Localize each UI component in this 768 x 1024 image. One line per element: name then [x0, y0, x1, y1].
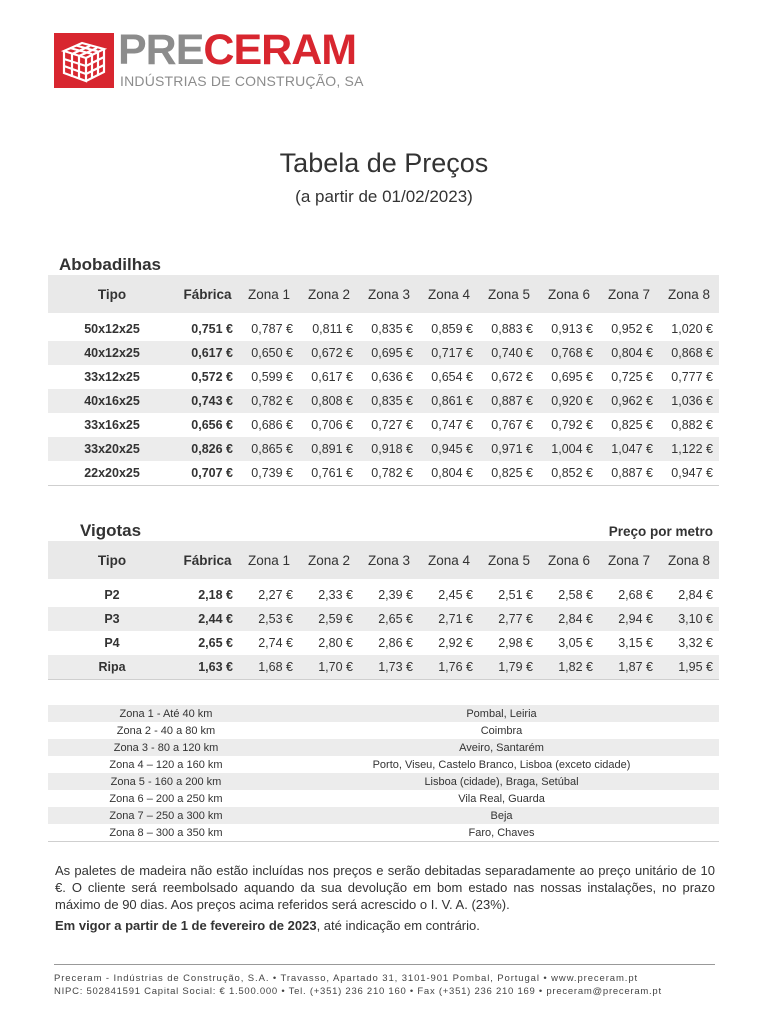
column-header: Zona 5 — [479, 541, 539, 579]
preceram-logo — [54, 26, 364, 93]
zone-price-cell: 2,51 € — [498, 588, 533, 602]
zone-price-cell: 0,887 € — [611, 466, 653, 480]
zone-price-cell: 0,865 € — [239, 437, 299, 461]
table-row — [48, 583, 719, 607]
zone-price-cell: 1,68 € — [239, 655, 299, 680]
zone-price-cell: 2,58 € — [558, 588, 593, 602]
table-row — [48, 389, 719, 413]
column-header: Zona 6 — [539, 541, 599, 579]
abobadilhas-price-table — [48, 275, 719, 486]
zone-price-cell: 1,82 € — [539, 655, 599, 680]
zone-price-cell: 2,65 € — [359, 607, 419, 631]
zone-row — [48, 756, 719, 773]
factory-price-cell: 1,63 € — [176, 655, 239, 680]
factory-price-cell: 0,572 € — [191, 370, 233, 384]
zone-price-cell: 0,767 € — [491, 418, 533, 432]
zone-price-cell: 2,74 € — [258, 636, 293, 650]
zone-price-cell: 0,650 € — [239, 341, 299, 365]
factory-price-cell: 0,707 € — [191, 466, 233, 480]
product-type-cell: 50x12x25 — [84, 322, 140, 336]
zone-price-cell: 0,761 € — [311, 466, 353, 480]
product-type-cell: 33x20x25 — [48, 437, 176, 461]
zone-price-cell: 0,804 € — [599, 341, 659, 365]
column-header: Zona 1 — [239, 541, 299, 579]
column-header: Zona 5 — [479, 275, 539, 313]
factory-price-cell: 2,44 € — [176, 607, 239, 631]
column-header: Zona 2 — [299, 275, 359, 313]
zone-price-cell: 0,739 € — [251, 466, 293, 480]
zone-price-cell: 0,599 € — [251, 370, 293, 384]
zone-locations-cell: Vila Real, Guarda — [458, 792, 545, 805]
zone-price-cell: 2,77 € — [479, 607, 539, 631]
zone-price-cell: 1,79 € — [479, 655, 539, 680]
zone-price-cell: 0,918 € — [359, 437, 419, 461]
zone-price-cell: 0,859 € — [431, 322, 473, 336]
zone-distance-cell: Zona 5 - 160 a 200 km — [48, 773, 284, 790]
zone-row — [48, 739, 719, 756]
product-type-cell: P4 — [104, 636, 120, 650]
zone-price-cell: 1,87 € — [599, 655, 659, 680]
zone-price-cell: 0,617 € — [311, 370, 353, 384]
zone-price-cell: 1,95 € — [659, 655, 719, 680]
zone-price-cell: 0,695 € — [551, 370, 593, 384]
zone-price-cell: 0,883 € — [491, 322, 533, 336]
factory-price-cell: 0,656 € — [191, 418, 233, 432]
zone-locations-cell: Faro, Chaves — [468, 826, 535, 839]
zone-row — [48, 807, 719, 824]
table-row — [48, 655, 719, 680]
column-header: Zona 3 — [359, 275, 419, 313]
zone-locations-cell: Beja — [284, 807, 719, 824]
zone-price-cell: 0,782 € — [239, 389, 299, 413]
column-header: Fábrica — [176, 275, 239, 313]
zone-price-cell: 0,717 € — [419, 341, 479, 365]
column-header: Zona 3 — [359, 541, 419, 579]
zone-price-cell: 2,68 € — [618, 588, 653, 602]
zone-price-cell: 2,84 € — [678, 588, 713, 602]
table-row — [48, 631, 719, 655]
zone-price-cell: 1,036 € — [659, 389, 719, 413]
zone-price-cell: 2,39 € — [378, 588, 413, 602]
table-row — [48, 413, 719, 437]
column-header: Tipo — [48, 275, 176, 313]
zone-locations-cell: Coimbra — [480, 724, 523, 737]
zone-distance-cell: Zona 2 - 40 a 80 km — [116, 724, 216, 737]
zone-price-cell: 0,768 € — [539, 341, 599, 365]
column-header: Zona 8 — [659, 275, 719, 313]
zone-price-cell: 0,825 € — [491, 466, 533, 480]
zone-distance-cell: Zona 7 – 250 a 300 km — [48, 807, 284, 824]
zone-price-cell: 2,45 € — [438, 588, 473, 602]
column-header: Zona 1 — [239, 275, 299, 313]
zone-row — [48, 773, 719, 790]
column-header: Zona 6 — [539, 275, 599, 313]
zone-price-cell: 2,80 € — [318, 636, 353, 650]
zone-price-cell: 1,047 € — [599, 437, 659, 461]
pallet-notes: As paletes de madeira não estão incluídas nos preços e serão debitadas separadamente ao preço unitário de 10 €. O cliente será reembolsado aquando da sua devolução em bom estado nas nossas instalações, no prazo máximo de 90 dias. Aos preços acima referidos será acrescido o I. V. A. (23%). — [55, 863, 715, 912]
zone-locations-cell: Pombal, Leiria — [284, 705, 719, 722]
zone-price-cell: 0,747 € — [431, 418, 473, 432]
zone-price-cell: 2,53 € — [239, 607, 299, 631]
vigotas-heading: Vigotas — [80, 521, 142, 540]
zone-price-cell: 3,15 € — [618, 636, 653, 650]
preceram-brick-logo-icon — [54, 33, 114, 88]
delivery-zones-table — [48, 705, 719, 842]
zone-price-cell: 0,804 € — [431, 466, 473, 480]
product-type-cell: 33x16x25 — [84, 418, 140, 432]
zone-price-cell: 1,70 € — [299, 655, 359, 680]
column-header: Tipo — [48, 541, 176, 579]
table-row — [48, 437, 719, 461]
validity-statement: Em vigor a partir de 1 de fevereiro de 2023, até indicação em contrário. — [55, 918, 480, 933]
zone-row — [48, 824, 719, 842]
zone-price-cell: 0,887 € — [479, 389, 539, 413]
zone-price-cell: 0,825 € — [611, 418, 653, 432]
zone-locations-cell: Porto, Viseu, Castelo Branco, Lisboa (exceto cidade) — [372, 758, 631, 771]
zone-price-cell: 0,725 € — [611, 370, 653, 384]
zone-distance-cell: Zona 3 - 80 a 120 km — [48, 739, 284, 756]
zone-price-cell: 0,740 € — [479, 341, 539, 365]
product-type-cell: 40x16x25 — [48, 389, 176, 413]
table-header-row — [48, 541, 719, 579]
zone-price-cell: 0,672 € — [491, 370, 533, 384]
zone-price-cell: 0,920 € — [539, 389, 599, 413]
product-type-cell: 33x12x25 — [84, 370, 140, 384]
zone-price-cell: 0,636 € — [371, 370, 413, 384]
zone-price-cell: 0,654 € — [431, 370, 473, 384]
factory-price-cell: 0,826 € — [176, 437, 239, 461]
zone-row — [48, 705, 719, 722]
zone-price-cell: 0,913 € — [551, 322, 593, 336]
zone-price-cell: 2,33 € — [318, 588, 353, 602]
factory-price-cell: 2,18 € — [198, 588, 233, 602]
page-subtitle: (a partir de 01/02/2023) — [295, 187, 473, 206]
zone-price-cell: 0,947 € — [671, 466, 713, 480]
table-row — [48, 341, 719, 365]
zone-price-cell: 0,777 € — [671, 370, 713, 384]
table-row — [48, 461, 719, 486]
table-row — [48, 317, 719, 341]
zone-price-cell: 0,706 € — [311, 418, 353, 432]
zone-price-cell: 0,835 € — [359, 389, 419, 413]
brand-name: PRECERAM — [118, 26, 357, 74]
column-header: Zona 4 — [419, 541, 479, 579]
factory-price-cell: 0,751 € — [191, 322, 233, 336]
column-header: Fábrica — [176, 541, 239, 579]
zone-distance-cell: Zona 8 – 300 a 350 km — [109, 826, 223, 839]
zone-price-cell: 0,782 € — [371, 466, 413, 480]
table-header-row — [48, 275, 719, 313]
zone-distance-cell: Zona 6 – 200 a 250 km — [109, 792, 223, 805]
zone-locations-cell: Lisboa (cidade), Braga, Setúbal — [284, 773, 719, 790]
zone-price-cell: 0,835 € — [371, 322, 413, 336]
footer-divider — [54, 964, 715, 965]
zone-price-cell: 0,882 € — [671, 418, 713, 432]
zone-price-cell: 0,686 € — [251, 418, 293, 432]
product-type-cell: P2 — [104, 588, 120, 602]
zone-price-cell: 2,94 € — [599, 607, 659, 631]
factory-price-cell: 0,617 € — [176, 341, 239, 365]
zone-distance-cell: Zona 4 – 120 a 160 km — [109, 758, 223, 771]
factory-price-cell: 0,743 € — [176, 389, 239, 413]
zone-price-cell: 0,891 € — [299, 437, 359, 461]
zone-price-cell: 2,27 € — [258, 588, 293, 602]
factory-price-cell: 2,65 € — [198, 636, 233, 650]
column-header: Zona 4 — [419, 275, 479, 313]
zone-price-cell: 3,32 € — [678, 636, 713, 650]
price-unit-note: Preço por metro — [608, 524, 713, 539]
zone-price-cell: 1,73 € — [359, 655, 419, 680]
zone-price-cell: 2,84 € — [539, 607, 599, 631]
column-header: Zona 7 — [599, 541, 659, 579]
zone-row — [48, 790, 719, 807]
zone-price-cell: 0,952 € — [611, 322, 653, 336]
zone-price-cell: 0,971 € — [479, 437, 539, 461]
zone-price-cell: 2,86 € — [378, 636, 413, 650]
zone-price-cell: 1,004 € — [539, 437, 599, 461]
column-header: Zona 7 — [599, 275, 659, 313]
zone-price-cell: 1,122 € — [659, 437, 719, 461]
zone-price-cell: 0,695 € — [359, 341, 419, 365]
product-type-cell: Ripa — [48, 655, 176, 680]
zone-row — [48, 722, 719, 739]
zone-distance-cell: Zona 1 - Até 40 km — [48, 705, 284, 722]
table-row — [48, 365, 719, 389]
zone-price-cell: 0,962 € — [599, 389, 659, 413]
column-header: Zona 2 — [299, 541, 359, 579]
brand-tagline: INDÚSTRIAS DE CONSTRUÇÃO, SA — [120, 73, 364, 89]
zone-price-cell: 3,10 € — [659, 607, 719, 631]
zone-price-cell: 1,020 € — [671, 322, 713, 336]
table-row — [48, 607, 719, 631]
product-type-cell: P3 — [48, 607, 176, 631]
page-title: Tabela de Preços — [279, 148, 489, 178]
product-type-cell: 22x20x25 — [84, 466, 140, 480]
footer-contacts: NIPC: 502841591 Capital Social: € 1.500.000 • Tel. (+351) 236 210 160 • Fax (+351) 236 210 169 • preceram@preceram.pt — [54, 986, 662, 997]
zone-price-cell: 2,59 € — [299, 607, 359, 631]
zone-price-cell: 2,92 € — [438, 636, 473, 650]
zone-locations-cell: Aveiro, Santarém — [284, 739, 719, 756]
zone-price-cell: 0,808 € — [299, 389, 359, 413]
zone-price-cell: 2,98 € — [498, 636, 533, 650]
zone-price-cell: 1,76 € — [419, 655, 479, 680]
abobadilhas-heading: Abobadilhas — [59, 255, 162, 274]
product-type-cell: 40x12x25 — [48, 341, 176, 365]
zone-price-cell: 0,868 € — [659, 341, 719, 365]
vigotas-price-table — [48, 541, 719, 680]
zone-price-cell: 3,05 € — [558, 636, 593, 650]
footer-address: Preceram - Indústrias de Construção, S.A. • Travasso, Apartado 31, 3101-901 Pombal, Portugal • www.preceram.pt — [54, 973, 639, 984]
zone-price-cell: 0,672 € — [299, 341, 359, 365]
zone-price-cell: 0,852 € — [551, 466, 593, 480]
column-header: Zona 8 — [659, 541, 719, 579]
zone-price-cell: 0,811 € — [312, 322, 353, 336]
zone-price-cell: 2,71 € — [419, 607, 479, 631]
zone-price-cell: 0,792 € — [551, 418, 593, 432]
zone-price-cell: 0,861 € — [419, 389, 479, 413]
zone-price-cell: 0,727 € — [371, 418, 413, 432]
zone-price-cell: 0,787 € — [251, 322, 293, 336]
zone-price-cell: 0,945 € — [419, 437, 479, 461]
